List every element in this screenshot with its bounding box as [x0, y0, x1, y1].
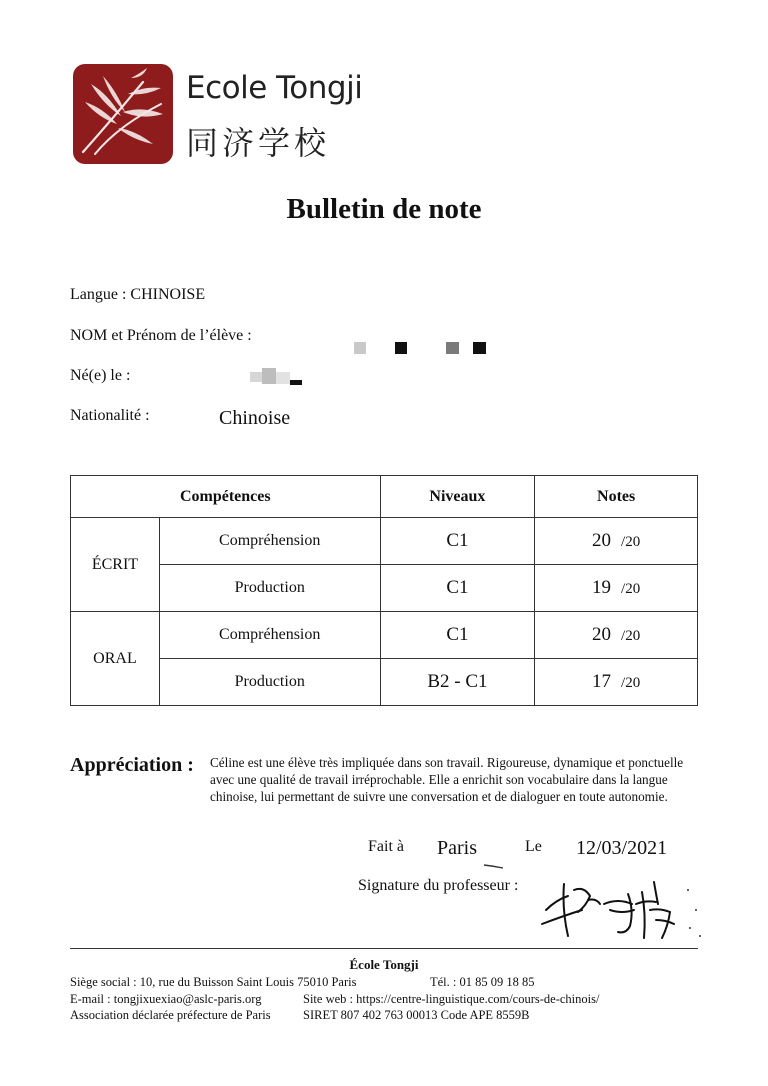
score-max: /20 [621, 534, 641, 550]
footer-siret: SIRET 807 402 763 00013 Code APE 8559B [303, 1008, 530, 1022]
footer-email: E-mail : tongjixuexiao@aslc-paris.org [70, 992, 262, 1006]
table-row [71, 518, 698, 565]
level-cell: C1 [380, 565, 535, 612]
group-ecrit: ÉCRIT [71, 518, 160, 612]
score-cell [535, 518, 698, 565]
level-cell: C1 [380, 612, 535, 659]
birth-date-label: Né(e) le : [70, 367, 131, 384]
professor-signature [538, 870, 708, 950]
skill-cell: Compréhension [159, 612, 380, 659]
appreciation-line: avec une qualité de travail irréprochable. Elle a enrichit son vocabulaire dans la langue [210, 772, 668, 787]
score-max: /20 [621, 675, 641, 691]
grades-table [70, 475, 698, 706]
header-competences: Compétences [71, 476, 381, 518]
header-notes: Notes [535, 476, 698, 518]
table-row [71, 612, 698, 659]
page-title: Bulletin de note [286, 193, 482, 225]
language-label: Langue : [70, 286, 131, 303]
appreciation-line: Céline est une élève très impliquée dans son travail. Rigoureuse, dynamique et ponctuelle [210, 755, 684, 770]
footer-school-name: École Tongji [349, 957, 419, 972]
signature-label: Signature du professeur : [358, 877, 519, 894]
footer-website: Site web : https://centre-linguistique.com/cours-de-chinois/ [303, 992, 600, 1006]
language-line [70, 286, 205, 304]
footer-phone: Tél. : 01 85 09 18 85 [430, 975, 535, 989]
footer-divider [70, 948, 698, 949]
header-niveaux: Niveaux [380, 476, 535, 518]
school-name-fr: Ecole Tongji [186, 70, 363, 106]
table-header-row [71, 476, 698, 518]
footer-address: Siège social : 10, rue du Buisson Saint Louis 75010 Paris [70, 975, 357, 989]
skill-cell: Production [159, 659, 380, 706]
score-max: /20 [621, 628, 641, 644]
appreciation-label: Appréciation : [70, 754, 194, 776]
date-value: 12/03/2021 [576, 837, 668, 859]
language-value: CHINOISE [130, 286, 206, 303]
skill-cell: Compréhension [159, 518, 380, 565]
pen-mark [483, 856, 505, 862]
redacted-birth-date [250, 368, 306, 386]
skill-cell: Production [159, 565, 380, 612]
school-logo [73, 64, 173, 164]
appreciation-text [210, 754, 730, 805]
score-value: 19 [592, 577, 612, 598]
redacted-name [354, 342, 494, 354]
group-oral: ORAL [71, 612, 160, 706]
nationality-label: Nationalité : [70, 407, 150, 424]
score-value: 20 [592, 530, 612, 551]
level-cell: B2 - C1 [380, 659, 535, 706]
table-row [71, 565, 698, 612]
bamboo-leaves-icon [73, 64, 173, 164]
nationality-value: Chinoise [219, 407, 291, 429]
school-name-cn: 同济学校 [186, 124, 331, 162]
date-label: Le [525, 838, 542, 855]
level-cell: C1 [380, 518, 535, 565]
score-max: /20 [621, 581, 641, 597]
student-name-label: NOM et Prénom de l’élève : [70, 327, 252, 344]
footer-association: Association déclarée préfecture de Paris [70, 1008, 271, 1022]
place-value: Paris [437, 837, 477, 859]
score-value: 17 [592, 671, 612, 692]
score-cell [535, 659, 698, 706]
score-cell [535, 565, 698, 612]
place-label: Fait à [368, 838, 404, 855]
table-row [71, 659, 698, 706]
score-value: 20 [592, 624, 612, 645]
appreciation-line: chinoise, lui permettant de suivre une conversation et de dialoguer en toute autonomie. [210, 789, 668, 804]
score-cell [535, 612, 698, 659]
